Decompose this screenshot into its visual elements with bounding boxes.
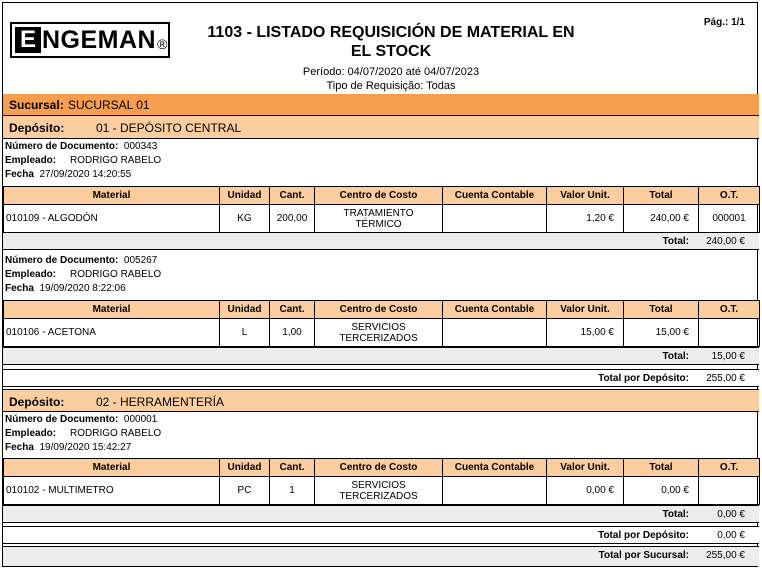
logo-initial: E [15,27,41,53]
sucursal-label: Sucursal: [9,98,64,112]
centro-costo-line2: TERCERIZADOS [339,490,418,502]
cell-cant: 1 [270,477,315,505]
col-header-cant: Cant. [270,459,315,477]
sucursal-total-label: Total por Sucursal: [598,550,689,561]
cell-cuenta-contable [443,319,547,347]
report-page [2,2,758,567]
col-header-ot: O.T. [699,187,760,205]
document-total-row [3,232,759,250]
document-total-row [3,347,759,365]
employee-label: Empleado: [5,269,57,280]
cell-cuenta-contable [443,477,547,505]
col-header-cuenta-contable: Cuenta Contable [443,187,547,205]
deposito-total-label: Total por Depósito: [598,373,689,384]
cell-unidad: KG [220,205,270,233]
document-total-label: Total: [662,351,689,362]
cell-centro-costo [315,319,443,347]
table-header-row [4,459,760,477]
deposito-total-value: 255,00 € [706,373,745,384]
col-header-unidad: Unidad [220,459,270,477]
col-header-material: Material [4,301,220,319]
cell-valor-unit: 0,00 € [547,477,624,505]
centro-costo-line1: SERVICIOS [351,321,406,333]
cell-ot [699,319,760,347]
deposito-header [3,116,759,139]
cell-ot: 000001 [699,205,760,233]
table-row [4,319,760,347]
employee-label: Empleado: [5,155,57,166]
document-total-value: 15,00 € [711,351,745,362]
col-header-centro-costo: Centro de Costo [315,459,443,477]
sucursal-total-row [3,546,759,566]
col-header-valor-unit: Valor Unit. [547,301,624,319]
date-label: Fecha [5,442,34,453]
col-header-cant: Cant. [270,187,315,205]
report-period: Período: 04/07/2020 até 04/07/2023 [302,66,480,78]
doc-number-label: Número de Documento: [5,255,119,266]
document-total-label: Total: [662,509,689,520]
doc-date: 27/09/2020 14:20:55 [39,169,132,180]
cell-total: 240,00 € [624,205,699,233]
doc-date: 19/09/2020 15:42:27 [39,442,132,453]
doc-number: 000001 [123,414,158,425]
col-header-total: Total [624,301,699,319]
doc-number-label: Número de Documento: [5,414,119,425]
date-label: Fecha [5,283,34,294]
sucursal-total-value: 255,00 € [706,550,745,561]
col-header-valor-unit: Valor Unit. [547,459,624,477]
document-info [3,413,759,455]
centro-costo-line2: TERCERIZADOS [339,332,418,344]
document-total-label: Total: [662,236,689,247]
document-total-value: 240,00 € [706,236,745,247]
deposito-total-row [3,526,759,544]
items-table [3,300,760,347]
deposito-total-row [3,369,759,387]
cell-material: 010106 - ACETONA [4,319,220,347]
deposito-label: Depósito: [9,121,65,135]
registered-mark: ® [157,36,168,52]
document-total-value: 0,00 € [717,509,745,520]
table-header-row [4,301,760,319]
cell-cant: 1,00 [270,319,315,347]
deposito-label: Depósito: [9,395,65,409]
col-header-unidad: Unidad [220,301,270,319]
report-title [186,23,596,61]
cell-unidad: L [220,319,270,347]
date-label: Fecha [5,169,34,180]
cell-material: 010102 - MULTIMETRO [4,477,220,505]
cell-ot [699,477,760,505]
col-header-ot: O.T. [699,459,760,477]
items-table [3,458,760,505]
cell-material: 010109 - ALGODÓN [4,205,220,233]
centro-costo-line2: TÉRMICO [355,218,402,230]
table-header-row [4,187,760,205]
col-header-centro-costo: Centro de Costo [315,187,443,205]
col-header-unidad: Unidad [220,187,270,205]
cell-centro-costo [315,205,443,233]
col-header-cuenta-contable: Cuenta Contable [443,459,547,477]
col-header-valor-unit: Valor Unit. [547,187,624,205]
deposito-value: 02 - HERRAMENTERÍA [96,395,225,409]
col-header-ot: O.T. [699,301,760,319]
employee-name: RODRIGO RABELO [70,428,162,439]
requisition-type: Tipo de Requisição: Todas [326,80,456,92]
cell-unidad: PC [220,477,270,505]
cell-valor-unit: 15,00 € [547,319,624,347]
col-header-centro-costo: Centro de Costo [315,301,443,319]
cell-cuenta-contable [443,205,547,233]
report-title-line1: 1103 - LISTADO REQUISICIÓN DE MATERIAL EN [207,24,575,41]
cell-cant: 200,00 [270,205,315,233]
sucursal-header [3,94,759,116]
col-header-material: Material [4,459,220,477]
page-number: Pág.: 1/1 [703,17,745,28]
doc-number: 000343 [123,141,158,152]
engeman-logo [10,22,170,58]
cell-total: 0,00 € [624,477,699,505]
centro-costo-line1: TRATAMIENTO [343,207,414,219]
doc-date: 19/09/2020 8:22:06 [39,283,126,294]
col-header-total: Total [624,459,699,477]
cell-valor-unit: 1,20 € [547,205,624,233]
col-header-cuenta-contable: Cuenta Contable [443,301,547,319]
document-total-row [3,505,759,523]
employee-name: RODRIGO RABELO [70,155,162,166]
col-header-material: Material [4,187,220,205]
col-header-cant: Cant. [270,301,315,319]
document-info [3,254,759,296]
deposito-header [3,389,759,412]
employee-name: RODRIGO RABELO [70,269,162,280]
doc-number: 005267 [123,255,158,266]
doc-number-label: Número de Documento: [5,141,119,152]
cell-total: 15,00 € [624,319,699,347]
centro-costo-line1: SERVICIOS [351,479,406,491]
col-header-total: Total [624,187,699,205]
report-title-line2: EL STOCK [350,43,432,60]
table-row [4,205,760,233]
report-header [3,3,759,95]
cell-centro-costo [315,477,443,505]
deposito-value: 01 - DEPÓSITO CENTRAL [96,121,242,135]
sucursal-value: SUCURSAL 01 [68,98,150,112]
deposito-total-label: Total por Depósito: [598,530,689,541]
employee-label: Empleado: [5,428,57,439]
deposito-total-value: 0,00 € [717,530,745,541]
table-row [4,477,760,505]
document-info [3,140,759,182]
logo-text: NGEMAN [42,25,157,54]
items-table [3,186,760,233]
